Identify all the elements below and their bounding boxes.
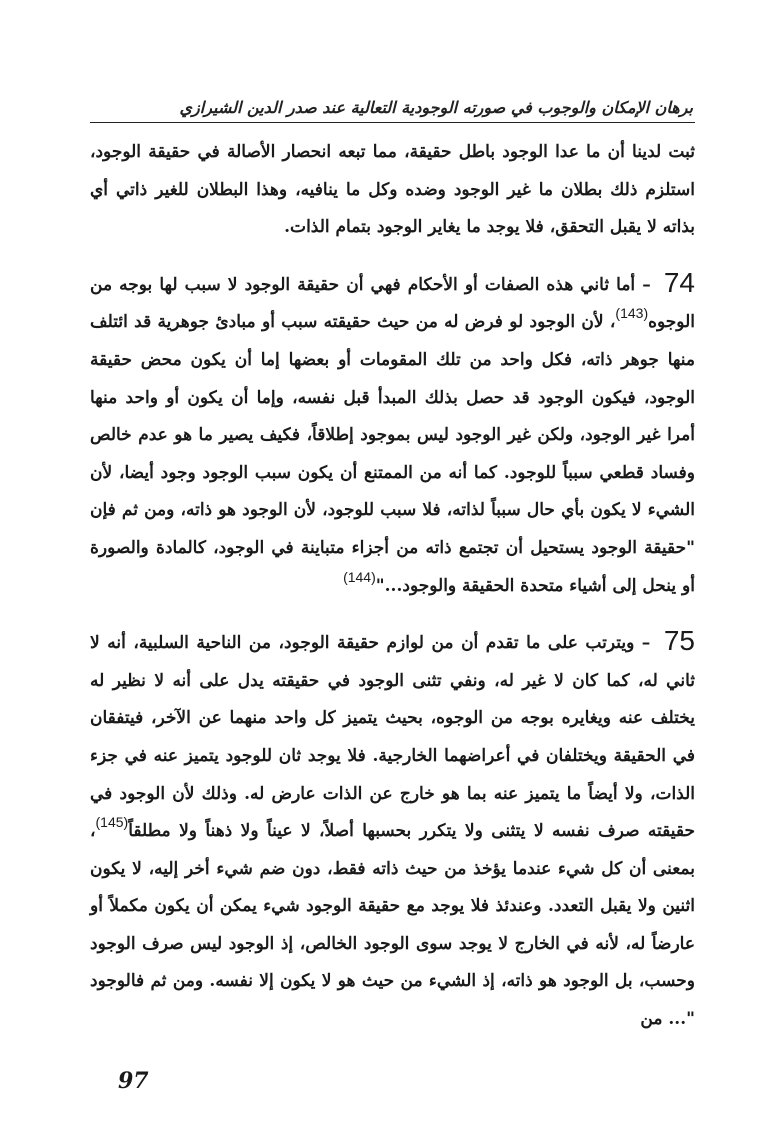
page-number: 97 <box>118 1068 149 1094</box>
running-header: برهان الإمكان والوجوب في صورته الوجودية التعالية عند صدر الدين الشيرازي <box>179 98 693 117</box>
paragraph-text: ، بمعنى أن كل شيء عندما يؤخذ من حيث ذاته فقط، دون ضم شيء أخر إليه، لا يكون اثنين ولا يقبل التعدد. وعندئذ فلا يوجد مع حقيقة الوجود شيء يمكن أن يكون مكملاً أو عارضاً له، لأنه في الخارج لا يوجد سوى الوجود الخالص، إذ الوجود ليس صرف الوجود وحسب، بل الوجود هو ذاته، إذ الشيء من حيث هو لا يكون إلا نفسه. ومن ثم فالوجود "... من <box>90 821 695 1030</box>
paragraph-text: – أما ثاني هذه الصفات أو الأحكام فهي أن حقيقة الوجود لا سبب لها بوجه من الوجوه <box>90 274 695 333</box>
paragraph-text: ، لأن الوجود لو فرض له من حيث حقيقته سبب أو مبادئ جوهرية قد ائتلف منها جوهر ذاته، فكل واحد من تلك المقومات أو بعضها إما أن يكون محض حقيقة الوجود، فيكون الوجود قد حصل بذلك المبدأ قبل نفسه، وإما أن يكون أو واحد منها أمرا غير الوجود، ولكن غير الوجود ليس بموجود إطلاقاً، فكيف يصير ما هو عدم خالص وفساد قطعي سبباً للوجود. كما أنه من الممتنع أن يكون سبب الوجود وجود أيضا، لأن الشيء لا يكون بأي حال سبباً لذاته، فلا سبب للوجود، لأن الوجود هو ذاته، ومن ثم فإن "حقيقة الوجود يستحيل أن تجتمع ذاته من أجزاء متباينة في الوجود، كالمادة والصورة أو ينحل إلى أشياء متحدة الحقيقة والوجود..." <box>90 312 695 596</box>
paragraph-74 <box>90 264 695 605</box>
paragraph-continuation <box>90 134 695 247</box>
header-rule <box>90 122 695 123</box>
paragraph-text: ثبت لدينا أن ما عدا الوجود باطل حقيقة، مما تبعه انحصار الأصالة في حقيقة الوجود، استلزم ذلك بطلان ما غير الوجود وضده وكل ما ينافيه، وهذا البطلان للغير ذاتي أي بذاته لا يقبل التحقق، فلا يوجد ما يغاير الوجود بتمام الذات. <box>90 142 695 238</box>
paragraph-number: 74 <box>663 266 695 298</box>
paragraph-text: – ويترتب على ما تقدم أن من لوازم حقيقة الوجود، من الناحية السلبية، أنه لا ثاني له، كما كان لا غير له، ونفي تثنى الوجود في حقيقته يدل على أنه لا نظير له يختلف عنه ويغايره بوجه من الوجوه، بحيث يتميز كل واحد منهما عن الآخر، فيتفقان في الحقيقة ويختلفان في أعراضهما الخارجية. فلا يوجد ثان للوجود يتميز عنه في جزء الذات، ولا أيضاً ما يتميز عنه بما هو خارج عن الذات عارض له. وذلك لأن الوجود في حقيقته صرف نفسه لا يتثنى ولا يتكرر بحسبها أصلاً، لا عيناً ولا ذهناً ولا مطلقاً <box>90 633 695 842</box>
paragraph-number: 75 <box>663 625 695 657</box>
footnote-ref: (144) <box>343 568 376 585</box>
body-text <box>90 134 695 1039</box>
paragraph-75 <box>90 622 695 1039</box>
footnote-ref: (145) <box>95 814 129 831</box>
footnote-ref: (143) <box>615 305 649 322</box>
